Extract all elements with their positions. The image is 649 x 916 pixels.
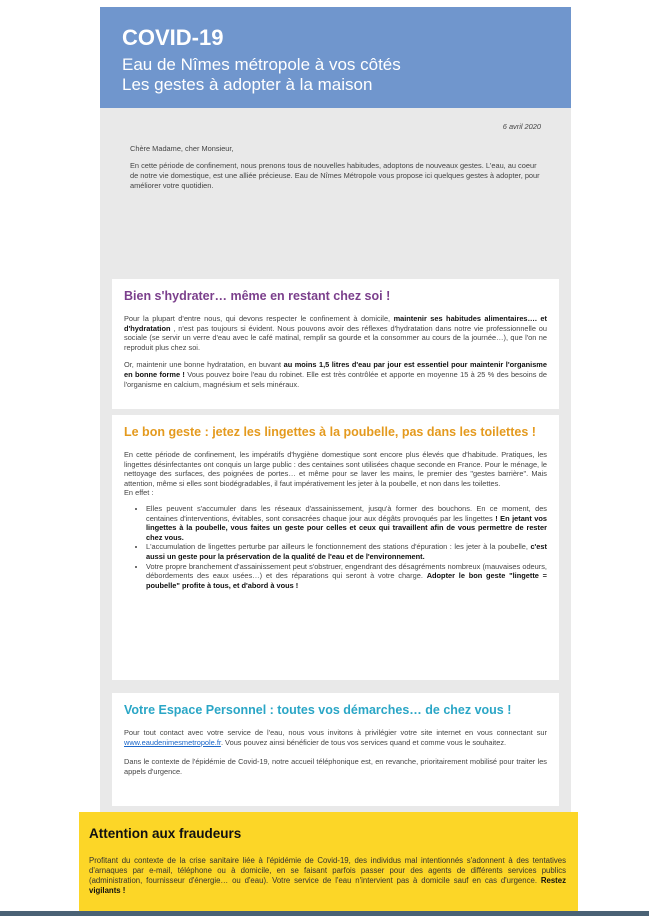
- wipes-card: [112, 415, 559, 680]
- intro-text: En cette période de confinement, nous prenons tous de nouvelles habitudes, adoptons de nouveaux gestes. L'eau, au coeur de notre vie domestique, est une alliée précieuse. Eau de Nîmes Métropole vous propose ici quelques gestes à adopter, pour améliorer votre quotidien.: [130, 161, 540, 190]
- text-emphasis: c'est aussi un geste pour la préservation de la qualité de l'eau et de l'environnement.: [146, 542, 547, 561]
- text-run: Pour la plupart d'entre nous, qui devons respecter le confinement à domicile,: [124, 314, 394, 323]
- letter-date: 6 avril 2020: [502, 122, 541, 131]
- spacer: [112, 680, 559, 693]
- list-item: [146, 504, 547, 542]
- hydration-title: Bien s'hydrater… même en restant chez soi !: [124, 289, 391, 303]
- list-item: [146, 542, 547, 561]
- text-run: . Vous pouvez ainsi bénéficier de tous vos services quand et comme vous le souhaitez.: [220, 737, 507, 747]
- newsletter-header: [100, 7, 571, 108]
- fraud-text: [89, 856, 566, 896]
- text-emphasis: ! En jetant vos lingettes à la poubelle, vous faites un geste pour celles et ceux qui travaillent afin de vous permettre de rester chez vous.: [146, 513, 547, 542]
- text-emphasis: au moins 1,5 litres d'eau par jour est essentiel pour maintenir l'organisme en bonne forme !: [124, 360, 547, 379]
- hydration-card: [112, 279, 559, 409]
- personal-space-title: Votre Espace Personnel : toutes vos démarches… de chez vous !: [124, 703, 512, 717]
- newsletter-body: [100, 108, 571, 820]
- text-run: Profitant du contexte de la crise sanitaire liée à l'épidémie de Covid-19, des individus mal intentionnés s'adonnent à des tentatives d'arnaques par e-mail, téléphone ou à domicile, en se faisant parfois passer pour des agents de différents services publics (administration, fournisseur d'énergie… ou d'eau). Votre service de l'eau n'intervient pas à domicile sauf en cas d'urgence.: [89, 856, 566, 885]
- text-emphasis: Restez vigilants !: [89, 876, 566, 895]
- wipes-paragraph: En cette période de confinement, les impératifs d'hygiène domestique sont encore plus élevés que d'habitude. Pratiques, les lingettes désinfectantes ont conquis un large public : des centaines sont utilisées chaque seconde en France. Pour le ménage, le nettoyage des surfaces, des poignées de portes… et même pour se laver les mains, le premier des "gestes barrière". Mais attention, même si elles sont biodégradables, il faut impérativement les jeter à la poubelle, et non dans les toilettes.: [124, 450, 547, 488]
- hydration-paragraph-2: [124, 360, 547, 389]
- hydration-paragraph-1: [124, 314, 547, 352]
- newsletter: [100, 7, 571, 820]
- wipes-list: [124, 504, 547, 590]
- fraud-warning: [79, 812, 578, 916]
- personal-space-paragraph-1: [124, 728, 547, 747]
- text-run: Or, maintenir une bonne hydratation, en buvant: [124, 360, 284, 370]
- intro-section: [112, 108, 559, 279]
- wipes-paragraph-end: En effet :: [124, 488, 154, 498]
- header-tagline: Les gestes à adopter à la maison: [122, 75, 373, 94]
- text-run: Pour tout contact avec votre service de l'eau, nous vous invitons à privilégier votre site internet en vous connectant sur: [124, 728, 547, 737]
- personal-space-paragraph-2: Dans le contexte de l'épidémie de Covid-19, notre accueil téléphonique est, en revanche, prioritairement mobilisé pour traiter les appels d'urgence.: [124, 757, 547, 776]
- text-run: Vous pouvez boire l'eau du robinet. Elle est très contrôlée et apporte en moyenne 15 à 25 % des besoins de l'organisme en calcium, magnésium et sels minéraux.: [124, 369, 547, 389]
- list-item: [146, 562, 547, 591]
- fraud-title: Attention aux fraudeurs: [89, 826, 242, 841]
- header-subtitle: Eau de Nîmes métropole à vos côtés: [122, 55, 401, 74]
- text-run: Elles peuvent s'accumuler dans les réseaux d'assainissement, jusqu'à former des bouchons. En ce moment, des centaines d'interventions, évitables, sont consacrées chaque jour aux dégâts provoqués par les lingettes: [146, 503, 547, 523]
- text-run: L'accumulation de lingettes perturbe par ailleurs le fonctionnement des stations d'épuration : les jeter à la poubelle,: [146, 542, 531, 552]
- website-link[interactable]: www.eaudenimesmetropole.fr: [124, 737, 221, 747]
- wipes-title: Le bon geste : jetez les lingettes à la poubelle, pas dans les toilettes !: [124, 425, 536, 439]
- text-run: , n'est pas toujours si évident. Nous pouvons avoir des réflexes d'hydratation dans notre vie professionnelle ou sociale (se servir un verre d'eau avec le café matinal, remplir sa gourde et la consommer au cours de la journée…), que l'on ne reproduit plus chez soi.: [124, 323, 547, 352]
- header-title: COVID-19: [122, 25, 224, 50]
- text-emphasis: maintenir ses habitudes alimentaires…. et d'hydratation: [124, 314, 547, 333]
- personal-space-card: [112, 693, 559, 820]
- text-emphasis: Adopter le bon geste "lingette = poubelle" profite à tous, et d'abord à vous !: [146, 571, 547, 590]
- greeting: Chère Madame, cher Monsieur,: [130, 144, 234, 153]
- text-run: Votre propre branchement d'assainissement peut s'obstruer, engendrant des désagréments nombreux (mauvaises odeurs, débordements des eaux usées…) et des réparations qui seront à votre charge.: [146, 561, 547, 581]
- window-bottom-bar: [0, 911, 649, 916]
